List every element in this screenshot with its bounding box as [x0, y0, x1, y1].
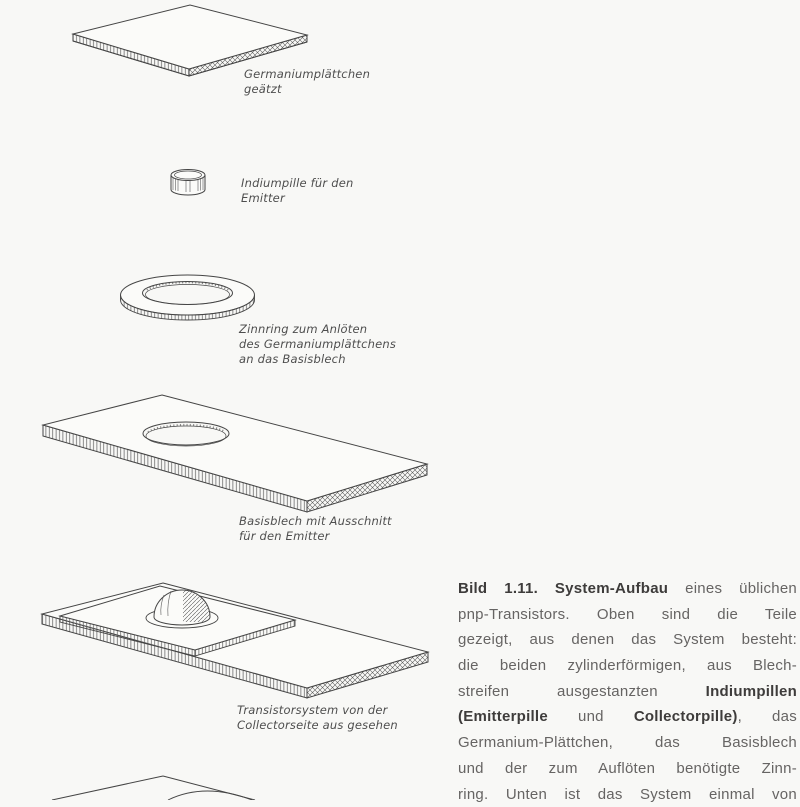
label-line: geätzt — [244, 82, 370, 97]
caption-text: Indiumpillen — [706, 683, 797, 700]
label-line: für den Emitter — [239, 529, 392, 544]
label-tin-ring — [239, 322, 396, 367]
figure-caption — [458, 576, 797, 807]
label-line: Emitter — [241, 191, 353, 206]
label-line: Germaniumplättchen — [244, 67, 370, 82]
caption-line — [458, 679, 797, 705]
assembled-transistor-system — [42, 583, 428, 698]
label-line: Indiumpille für den — [241, 176, 353, 191]
label-line: Collectorseite aus gesehen — [237, 718, 398, 733]
caption-line — [458, 730, 797, 756]
caption-text: Collectorpille) — [634, 708, 738, 725]
tin-solder-ring — [121, 275, 255, 320]
caption-text: gezeigt, aus denen das System besteht: — [458, 631, 797, 648]
label-line: Transistorsystem von der — [237, 703, 398, 718]
label-germanium-plate — [244, 67, 370, 97]
caption-text: Germanium-Plättchen, das Basisblech — [458, 734, 797, 751]
indium-pill — [171, 170, 205, 196]
caption-line — [458, 756, 797, 782]
caption-text: und — [548, 708, 634, 725]
label-base-plate — [239, 514, 392, 544]
caption-text: eines üblichen — [668, 580, 797, 597]
label-indium-pill — [241, 176, 353, 206]
caption-text: ring. Unten ist das System einmal von — [458, 786, 797, 803]
label-line: an das Basisblech — [239, 352, 396, 367]
caption-line — [458, 576, 797, 602]
label-line: Zinnring zum Anlöten — [239, 322, 396, 337]
label-transistor-system — [237, 703, 398, 733]
caption-text: , das — [738, 708, 797, 725]
caption-line — [458, 653, 797, 679]
caption-line — [458, 782, 797, 807]
caption-text: Bild 1.11. System-Aufbau — [458, 580, 668, 597]
caption-line — [458, 704, 797, 730]
caption-text: und der zum Auflöten benötigte Zinn- — [458, 760, 797, 777]
label-line: Basisblech mit Ausschnitt — [239, 514, 392, 529]
next-figure-partial-edge — [52, 776, 255, 800]
caption-text: streifen ausgestanzten — [458, 683, 706, 700]
caption-line — [458, 627, 797, 653]
caption-text: (Emitterpille — [458, 708, 548, 725]
caption-line — [458, 602, 797, 628]
caption-text: pnp-Transistors. Oben sind die Teile — [458, 606, 797, 623]
base-plate-with-cutout — [43, 395, 427, 512]
germanium-plate — [73, 5, 307, 76]
label-line: des Germaniumplättchens — [239, 337, 396, 352]
caption-text: die beiden zylinderförmigen, aus Blech- — [458, 657, 797, 674]
